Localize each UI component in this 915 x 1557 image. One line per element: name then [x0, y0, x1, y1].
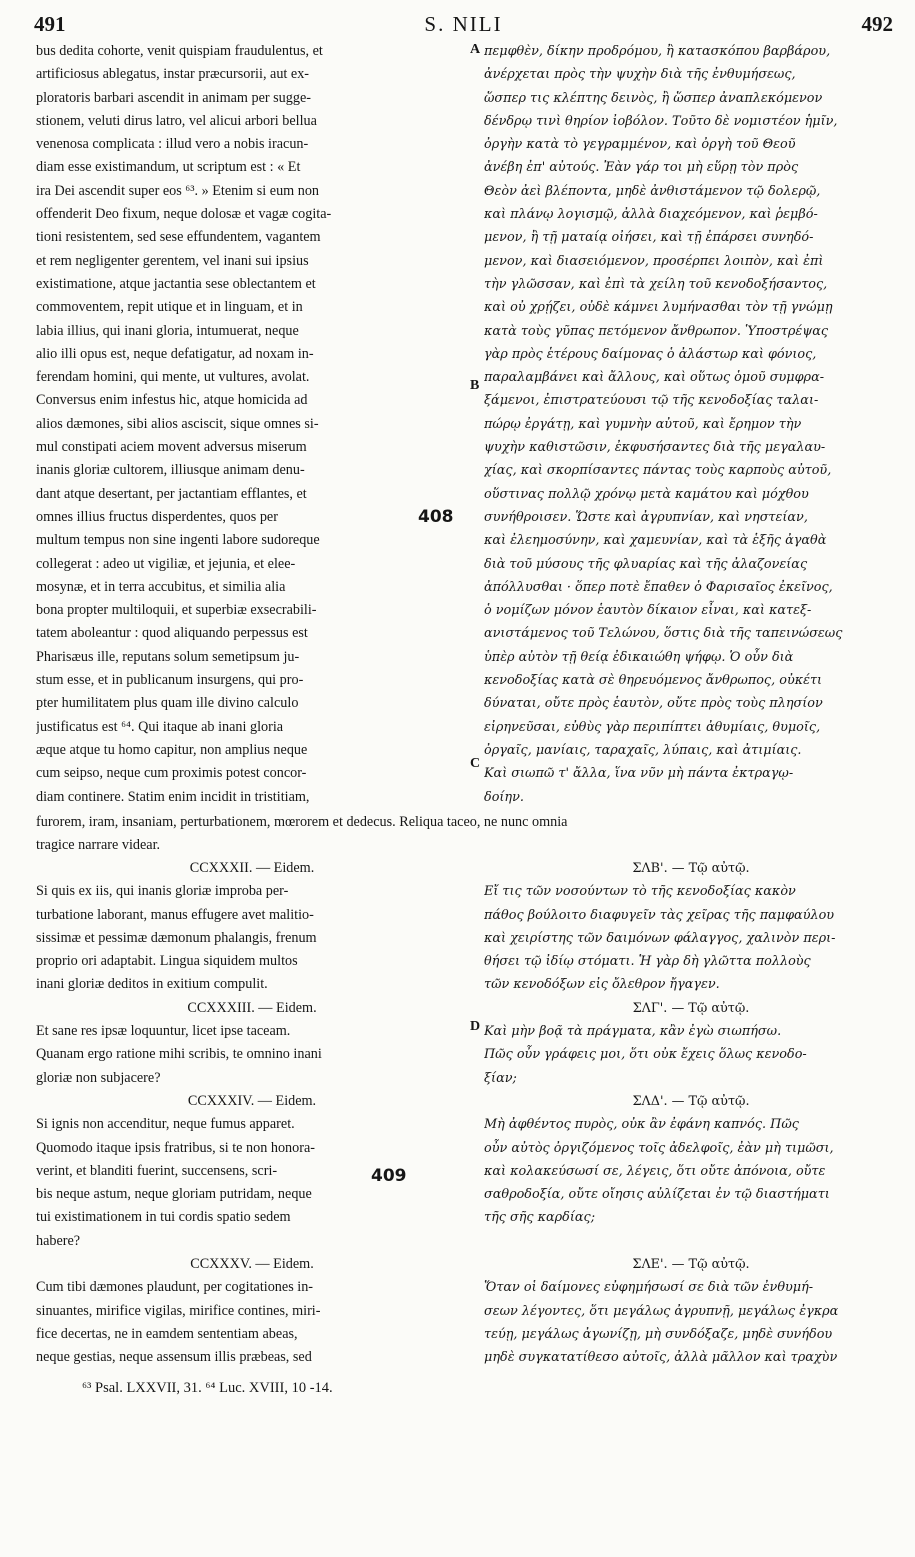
greek-text-line: ξάμενοι, ἐπιστρατεύουσι τῷ τῆς κενοδοξίας ταλαι-: [484, 393, 819, 409]
latin-text-line: et rem negligenter gerentem, vel inani sui ipsius: [36, 252, 309, 269]
running-title: S. NILI: [424, 12, 503, 36]
section-heading: ΣΛΒ'. — Τῷ αὐτῷ.: [632, 861, 750, 876]
latin-text-line: justificatus est ⁶⁴. Qui itaque ab inani gloria: [36, 718, 284, 735]
latin-text-line: stionem, veluti dirus latro, vel alicui arbori bellua: [36, 112, 317, 129]
greek-text-line: κατὰ τοὺς γῦπας πετόμενον ἄνθρωπον. Ὑποστρέψας: [484, 323, 829, 339]
latin-text-line: verint, et blanditi fuerint, succensens, scri-: [36, 1162, 278, 1179]
latin-text-line: venenosa complicata : illud vero a nobis iracun-: [36, 136, 309, 153]
greek-text-line: χίας, καὶ σκορπίσαντες πάντας τοὺς καρποὺς αὐτοῦ,: [484, 463, 832, 479]
section-heading: ΣΛΕ'. — Τῷ αὐτῷ.: [632, 1257, 750, 1273]
latin-text-line: ferendam homini, qui mente, ut vultures, avolat.: [36, 369, 310, 386]
greek-text-line: τῆς σῆς καρδίας;: [484, 1210, 596, 1226]
greek-text-line: ὀργαῖς, μανίαις, ταραχαῖς, λύπαις, καὶ ἀτιμίαις.: [484, 742, 802, 758]
latin-text-line: sinuantes, mirifice vigilas, mirifice contines, miri-: [36, 1302, 321, 1319]
latin-text-line: Quanam ergo ratione mihi scribis, te omnino inani: [36, 1046, 322, 1063]
greek-text-line: ὥσπερ τις κλέπτης δεινὸς, ἢ ὥσπερ ἀναπλεκόμενον: [484, 90, 823, 106]
latin-text-line: existimatione, atque jactantia sese oblectantem et: [36, 275, 316, 292]
greek-text-line: καὶ πλάνῳ λογισμῷ, ἀλλὰ διαχεόμενον, καὶ ῥεμβό-: [484, 207, 818, 223]
latin-text-line: Conversus enim infestus hic, atque homicida ad: [36, 392, 308, 409]
greek-text-line: ἀνέρχεται πρὸς τὴν ψυχὴν διὰ τῆς ἐνθυμήσεως,: [484, 67, 796, 83]
greek-text-line: εἰρηνεῦσαι, εὐθὺς γὰρ περιπίπτει ἀθυμίαις, θυμοῖς,: [484, 719, 821, 735]
greek-text-line: Καὶ σιωπῶ τ' ἄλλα, ἵνα νῦν μὴ πάντα ἐκτραγῳ-: [484, 766, 794, 782]
greek-text-line: δύναται, οὔτε πρὸς ἑαυτὸν, οὔτε πρὸς τοὺς πλησίον: [484, 696, 823, 712]
latin-text-line: cum seipso, neque cum proximis potest concor-: [36, 765, 307, 782]
latin-text-line: Quomodo itaque ipsis fratribus, si te non honora-: [36, 1139, 315, 1156]
greek-text-line: Μὴ ἀφθέντος πυρὸς, οὐκ ἂν ἐφάνη καπνός. Πῶς: [484, 1117, 799, 1133]
latin-text-line: gloriæ non subjacere?: [36, 1069, 161, 1086]
greek-text-line: ὀργὴν κατὰ τὸ γεγραμμένον, καὶ ὀργὴ τοῦ Θεοῦ: [484, 137, 796, 153]
latin-text-line: sissimæ et pessimæ dæmonum phalangis, frenum: [36, 929, 317, 946]
greek-text-line: Πῶς οὖν γράφεις μοι, ὅτι οὐκ ἔχεις ὅλως κενοδο-: [484, 1047, 807, 1063]
latin-text-line: fice decertas, ne in eamdem sententiam abeas,: [36, 1325, 298, 1342]
latin-text-line: mosynæ, et in terra accubitus, et similia alia: [36, 578, 286, 595]
greek-text-line: οὖν αὐτὸς ὀργιζόμενος τοῖς ἀδελφοῖς, ἐὰν μὴ τιμῶσι,: [484, 1140, 834, 1156]
greek-text-line: μενον, ἢ τῇ ματαίᾳ οἰήσει, καὶ τῇ ἐπάρσει συνηδό-: [484, 230, 814, 246]
latin-text-line: tui existimationem in tui cordis spatio sedem: [36, 1209, 291, 1226]
greek-text-line: καὶ κολακεύσωσί σε, λέγεις, ὅτι οὔτε ἀπόνοια, οὔτε: [484, 1163, 826, 1179]
greek-text-line: ανιστάμενος τοῦ Τελώνου, ὅστις διὰ τῆς ταπεινώσεως: [484, 626, 843, 642]
greek-text-line: Εἴ τις τῶν νοσούντων τὸ τῆς κενοδοξίας κακὸν: [484, 884, 796, 900]
latin-text-line: tatem aboleantur : quod aliquando perpessus est: [36, 625, 308, 642]
latin-text-line: stum esse, et in publicanum insurgens, qui pro-: [36, 672, 304, 689]
latin-text-line: commoventem, repit utique et in linguam, et in: [36, 299, 303, 316]
latin-text-line: Cum tibi dæmones plaudunt, per cogitationes in-: [36, 1279, 314, 1296]
section-heading: CCXXXIII. — Eidem.: [187, 999, 317, 1016]
greek-text-line: σεων λέγοντες, ὅτι μεγάλως ἀγρυπνῇ, μεγάλως ἐγκρα: [484, 1303, 839, 1319]
latin-column-top: [36, 40, 468, 809]
latin-text-line: pter humilitatem plus quam ille divino calculo: [36, 695, 299, 712]
latin-text-line: diam esse existimandum, ut scriptum est : « Et: [36, 159, 301, 176]
greek-text-line: θήσει τῷ ἰδίῳ στόματι. Ἡ γὰρ δὴ γλῶττα πολλοὺς: [484, 954, 811, 970]
latin-text-line: Et sane res ipsæ loquuntur, licet ipse taceam.: [36, 1023, 291, 1040]
section-heading: CCXXXV. — Eidem.: [190, 1256, 314, 1273]
greek-text-line: διὰ τοῦ μύσους τῆς φλυαρίας καὶ τῆς ἀλαζονείας: [484, 556, 808, 572]
page-number-right: 492: [861, 12, 893, 36]
latin-text-line: tioni resistentem, sed sese effundentem, vagantem: [36, 229, 321, 246]
greek-text-line: Θεὸν ἀεὶ βλέποντα, μηδὲ ἀνθιστάμενον τῷ δολερῷ,: [484, 183, 821, 199]
section-heading: CCXXXIV. — Eidem.: [187, 1092, 317, 1109]
greek-text-line: δένδρῳ τινὶ θηρίον ἰοβόλον. Τοῦτο δὲ νομιστέον ἡμῖν,: [484, 113, 838, 129]
greek-text-line: οὕστινας πολλῷ χρόνῳ μετὰ καμάτου καὶ μόχθου: [484, 486, 809, 502]
greek-text-line: πώρῳ ἐργάτῃ, καὶ γυμνὴν αὐτοῦ, καὶ ἔρημον τὴν: [484, 416, 802, 432]
greek-text-line: ὑπὲρ αὐτὸν τῇ θείᾳ ἐδικαιώθη ψήφῳ. Ὁ οὖν διὰ: [484, 649, 794, 665]
greek-column-top: [484, 40, 898, 809]
latin-text-line: Pharisæus ille, reputans solum semetipsum ju-: [36, 648, 300, 665]
greek-text-line: μηδὲ συγκατατίθεσο αὐτοῖς, ἀλλὰ μᾶλλον καὶ τραχὺν: [484, 1350, 838, 1366]
margin-marker-b: B: [470, 378, 480, 393]
full-width-text: [36, 811, 900, 857]
latin-text-line: bus dedita cohorte, venit quispiam fraudulentus, et: [36, 43, 323, 59]
greek-text-line: ἀνέβη ἐπ' αὐτούς. Ἐὰν γάρ τοι μὴ εὕρῃ τὸν πρὸς: [484, 160, 799, 176]
latin-text-line: ploratoris barbari ascendit in animam per sugge-: [36, 89, 311, 106]
latin-text-line: æque atque tu homo capitur, non amplius neque: [36, 741, 308, 758]
column-number-badge-first: 408: [418, 507, 454, 527]
greek-text-line: τῶν κενοδόξων εἰς ὄλεθρον ἤγαγεν.: [484, 977, 720, 993]
greek-text-line: πάθος βούλοιτο διαφυγεῖν τὰς χεῖρας τῆς παμφαύλου: [484, 907, 835, 923]
footnote: ⁶³ Psal. LXXVII, 31. ⁶⁴ Luc. XVIII, 10 -14.: [82, 1380, 333, 1396]
greek-text-line: ἀπόλλυσθαι · ὅπερ ποτὲ ἔπαθεν ὁ Φαρισαῖος ἐκεῖνος,: [484, 579, 833, 595]
section-heading: ΣΛΔ'. — Τῷ αὐτῷ.: [632, 1093, 750, 1109]
latin-text-line: alio illi opus est, neque defatigatur, ad noxam in-: [36, 345, 314, 362]
greek-text-line: καὶ ἐλεημοσύνην, καὶ χαμευνίαν, καὶ τὰ ἑξῆς ἀγαθὰ: [484, 533, 827, 549]
latin-text-line: dant atque desertant, per jactantiam efflantes, et: [36, 485, 307, 502]
greek-text-line: καὶ οὐ χρῄζει, οὐδὲ κάμνει λυμήνασθαι τὸν τῇ γνώμῃ: [484, 300, 833, 316]
column-number-badge-second: 409: [371, 1166, 407, 1186]
greek-text-line: συνήθροισεν. Ὥστε καὶ ἀγρυπνίαν, καὶ νηστείαν,: [484, 509, 808, 525]
latin-text-line: multum tempus non sine ingenti labore sudoreque: [36, 532, 320, 549]
greek-text-line: καὶ χειρίστης τῶν δαιμόνων φάλαγγος, χαλινὸν περι-: [484, 930, 836, 946]
greek-column-bottom: [484, 857, 898, 1370]
greek-text-line: πεμφθὲν, δίκην προδρόμου, ἢ κατασκόπου βαρβάρου,: [484, 44, 831, 59]
greek-text-line: ξίαν;: [484, 1070, 517, 1086]
greek-text-line: παραλαμβάνει καὶ ἄλλους, καὶ οὕτως ὁμοῦ συμφρα-: [484, 370, 825, 386]
latin-text-line: labia illius, qui inani gloria, intumuerat, neque: [36, 322, 299, 339]
margin-marker-d: D: [470, 1019, 481, 1034]
margin-marker-c: C: [470, 756, 481, 771]
latin-text-line: artificiosus ablegatus, instar præcursorii, aut ex-: [36, 66, 310, 83]
greek-text-line: ὁ νομίζων μόνον ἑαυτὸν δίκαιον εἶναι, καὶ κατεξ-: [484, 603, 812, 619]
latin-text-line: inanis gloriæ cultorem, illiusque animam denu-: [36, 462, 305, 479]
greek-text-line: μενον, καὶ διασειόμενον, προσέρπει λοιπὸν, καὶ ἐπὶ: [484, 253, 824, 269]
greek-text-line: κενοδοξίας κατὰ σὲ θηρευόμενος ἄνθρωπος, οὐκέτι: [484, 673, 823, 689]
section-heading: ΣΛΓ'. — Τῷ αὐτῷ.: [632, 1000, 750, 1016]
latin-text-line: omnes illius fructus disperdentes, quos per: [36, 508, 278, 525]
latin-text-line: ira Dei ascendit super eos ⁶³. » Etenim si eum non: [36, 182, 320, 199]
page-number-left: 491: [34, 12, 66, 36]
latin-text-line: Si ignis non accenditur, neque fumus apparet.: [36, 1116, 295, 1133]
latin-text-line: inani gloriæ deditos in exitium compulit.: [36, 976, 268, 993]
greek-text-line: δοίην.: [484, 789, 524, 805]
greek-text-line: [484, 1230, 898, 1253]
latin-text-line: proprio ori adaptabit. Lingua siquidem multos: [36, 953, 298, 970]
latin-column-bottom: [36, 857, 468, 1370]
margin-marker-a: A: [470, 42, 481, 57]
full-width-line: tragice narrare videar.: [36, 837, 161, 853]
latin-text-line: habere?: [36, 1232, 81, 1249]
running-head: [34, 12, 893, 38]
latin-text-line: Si quis ex iis, qui inanis gloriæ improba per-: [36, 883, 289, 900]
greek-text-line: γὰρ πρὸς ἑτέρους δαίμονας ὁ ἀλάστωρ καὶ φόνιος,: [484, 346, 817, 362]
greek-text-line: τεύῃ, μεγάλως ἀγωνίζῃ, μὴ συνδόξαζε, μηδὲ συνήδου: [484, 1326, 833, 1342]
greek-text-line: Ὅταν οἱ δαίμονες εὐφημήσωσί σε διὰ τῶν ἐνθυμή-: [484, 1280, 814, 1296]
latin-text-line: mul constipati aciem movent adversus miserum: [36, 439, 307, 456]
latin-text-line: diam continere. Statim enim incidit in tristitiam,: [36, 788, 310, 805]
latin-text-line: bona propter multiloquii, et superbiæ exsecrabili-: [36, 602, 317, 619]
greek-text-line: σαθροδοξία, οὔτε οἴησις αὐλίζεται ἐν τῷ διαστήματι: [484, 1187, 830, 1203]
greek-text-line: Καὶ μὴν βοᾷ τὰ πράγματα, κἂν ἐγὼ σιωπήσω.: [484, 1024, 782, 1040]
latin-text-line: turbatione laborant, manus effugere avet malitio-: [36, 906, 314, 923]
greek-text-line: τὴν γλῶσσαν, καὶ ἐπὶ τὰ χείλη τοῦ κενοδοξήσαντος,: [484, 276, 828, 292]
latin-text-line: alios dæmones, sibi alios asciscit, sique omnes si-: [36, 415, 319, 432]
latin-text-line: offenderit Deo fixum, neque dolosæ et vagæ cogita-: [36, 206, 332, 223]
latin-text-line: collegerat : adeo ut vigiliæ, et jejunia, et elee-: [36, 555, 296, 572]
latin-text-line: neque gestias, neque assensum illis præbeas, sed: [36, 1349, 312, 1366]
full-width-line: furorem, iram, insaniam, perturbationem, mœrorem et dedecus. Reliqua taceo, ne nunc omnia: [36, 814, 568, 830]
greek-text-line: ψυχὴν καθιστῶσιν, ἐκφυσήσαντες διὰ τῆς μεγαλαυ-: [484, 440, 826, 456]
latin-text-line: bis neque astum, neque gloriam putridam, neque: [36, 1186, 312, 1203]
section-heading: CCXXXII. — Eidem.: [189, 860, 315, 876]
